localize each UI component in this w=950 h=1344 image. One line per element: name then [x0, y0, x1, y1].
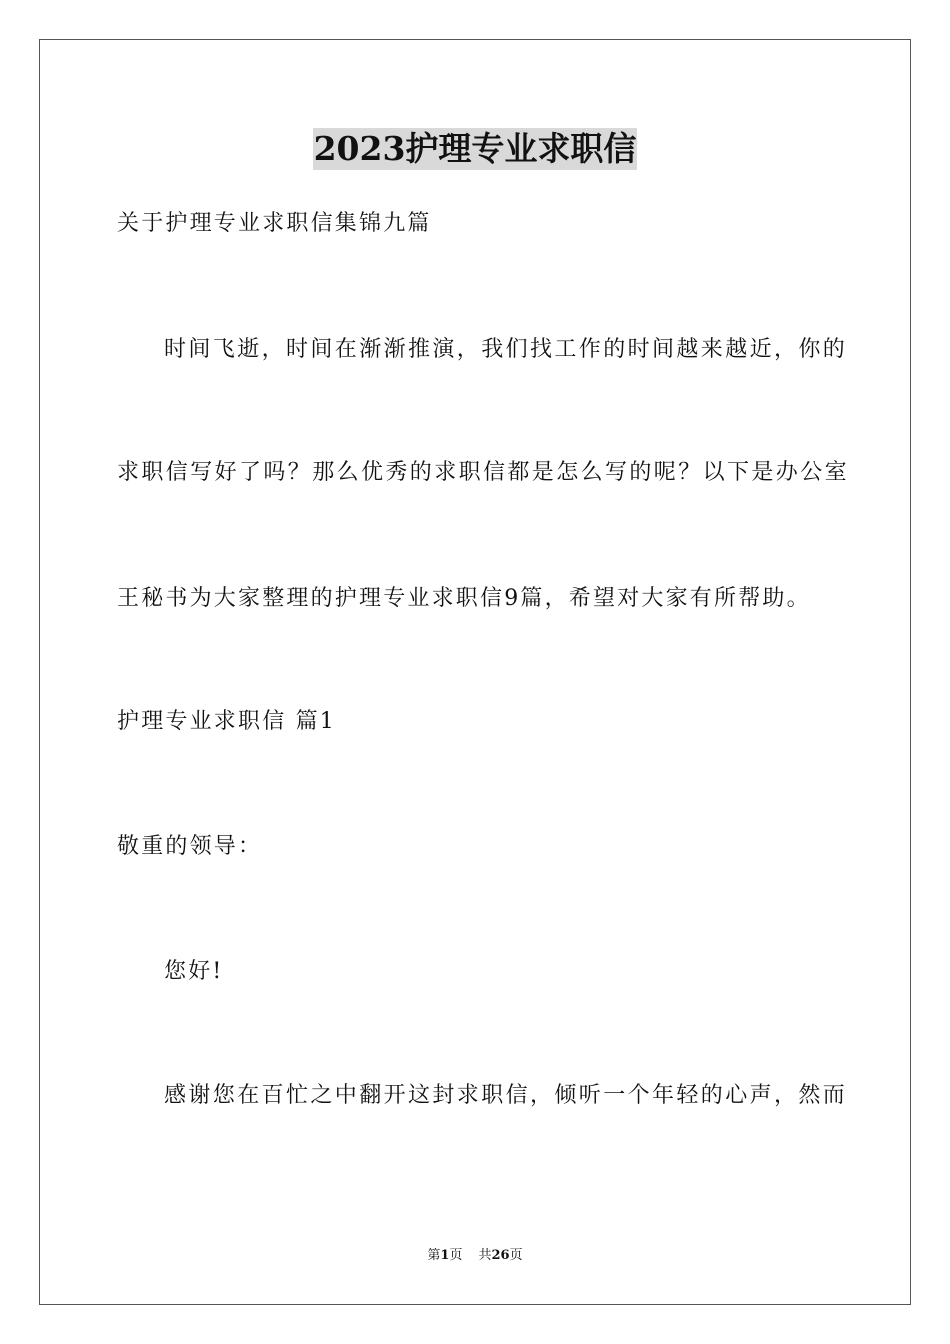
footer-page-prefix: 第 — [427, 1248, 441, 1263]
footer-total-prefix: 共 — [478, 1248, 492, 1263]
greeting-line: 您好! — [164, 959, 224, 984]
paragraph-line: 王秘书为大家整理的护理专业求职信9篇，希望对大家有所帮助。 — [117, 586, 811, 611]
footer-total-pages: 26 — [491, 1248, 510, 1263]
paragraph-line: 感谢您在百忙之中翻开这封求职信，倾听一个年轻的心声，然而 — [164, 1083, 848, 1108]
footer-page-suffix: 页 — [449, 1248, 463, 1263]
footer-total-suffix: 页 — [509, 1248, 523, 1263]
footer-page-number: 1 — [440, 1248, 450, 1263]
paragraph-line: 时间飞逝，时间在渐渐推演，我们找工作的时间越来越近，你的 — [164, 337, 848, 362]
page-footer — [0, 1247, 950, 1265]
subtitle-line: 关于护理专业求职信集锦九篇 — [117, 211, 432, 236]
section-heading: 护理专业求职信 篇1 — [117, 709, 336, 734]
paragraph-line: 求职信写好了吗？那么优秀的求职信都是怎么写的呢？以下是办公室 — [117, 460, 850, 485]
salutation-line: 敬重的领导： — [117, 834, 263, 859]
title-container — [0, 128, 950, 170]
document-title: 2023护理专业求职信 — [313, 129, 637, 168]
